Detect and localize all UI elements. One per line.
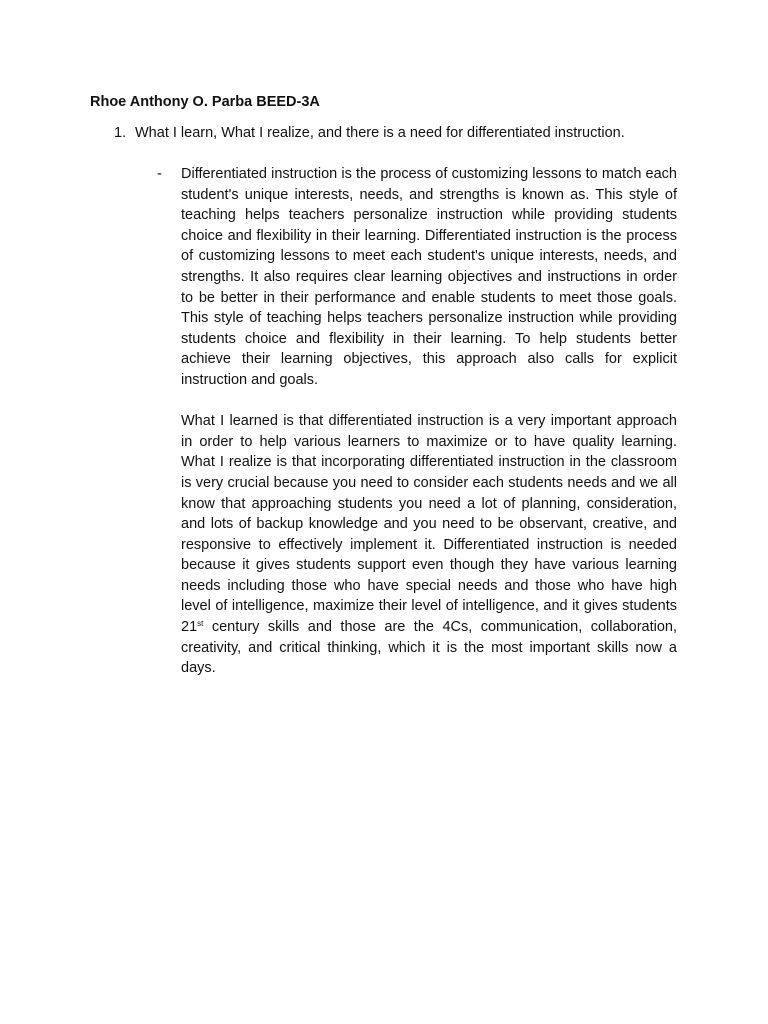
body-text — [181, 164, 677, 679]
paragraph-1: Differentiated instruction is the process of customizing lessons to match each student's unique interests, needs, and strengths is known as. This style of teaching helps teachers personalize instruction while providing students choice and flexibility in their learning. Differentiated instruction is the process of customizing lessons to meet each student's unique interests, needs, and strengths. It also requires clear learning objectives and instructions in order to be better in their performance and enable students to meet those goals. This style of teaching helps teachers personalize instruction while providing students choice and flexibility in their learning. To help students better achieve their learning objectives, this approach also calls for explicit instruction and goals. — [181, 166, 677, 388]
list-number: 1. — [114, 125, 127, 141]
list-item — [114, 124, 714, 142]
dash-bullet: - — [157, 166, 162, 182]
superscript-st: st — [197, 619, 204, 629]
paragraph-2-part-1: What I learned is that differentiated instruction is a very important approach in order to help various learners to maximize or to have quality learning. What I realize is that incorporating differentiated instruction in the classroom is very crucial because you need to consider each students needs and we all know that approaching students you need a lot of planning, consideration, and lots of backup knowledge and you need to be observant, creative, and responsive to effectively implement it. Differentiated instruction is needed because it gives students support even though they have various learning needs including those who have special needs and those who have high level of intelligence, maximize their level of intelligence, and it gives students 21 — [181, 413, 677, 636]
paragraph-2 — [181, 411, 677, 679]
list-item-text: What I learn, What I realize, and there is a need for differentiated instruction. — [135, 125, 625, 141]
author-heading: Rhoe Anthony O. Parba BEED-3A — [90, 94, 320, 110]
paragraph-2-part-2: century skills and those are the 4Cs, communication, collaboration, creativity, and critical thinking, which it is the most important skills now a days. — [181, 619, 677, 677]
